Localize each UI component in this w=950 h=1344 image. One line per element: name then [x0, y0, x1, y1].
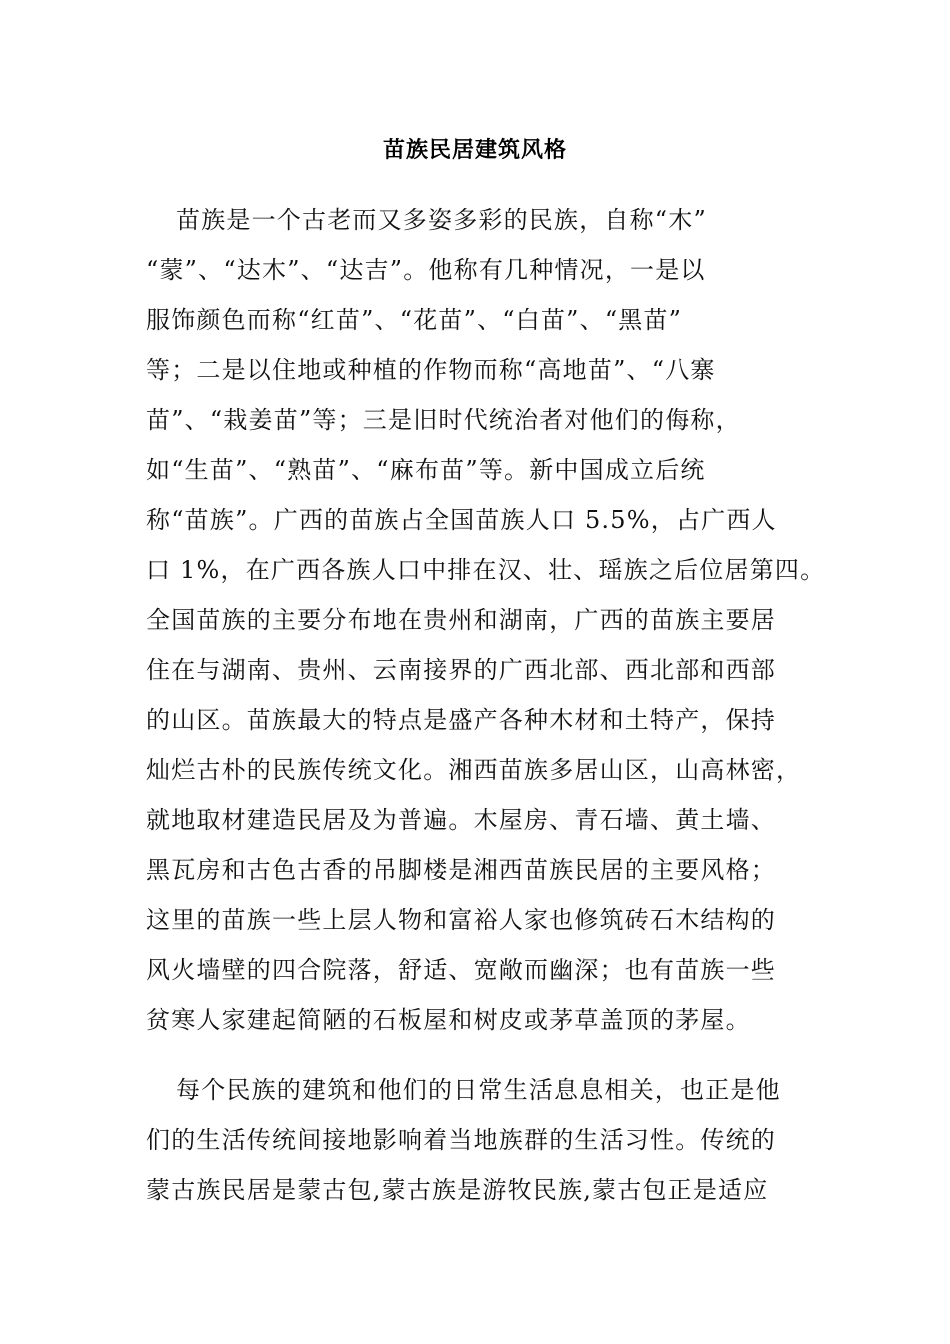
paragraph-line: 住在与湖南、贵州、云南接界的广西北部、西北部和西部 [146, 656, 776, 684]
paragraph-line: 们的生活传统间接地影响着当地族群的生活习性。传统的 [146, 1126, 776, 1154]
paragraph-line: 全国苗族的主要分布地在贵州和湖南，广西的苗族主要居 [146, 606, 776, 634]
paragraph-line: 风火墙壁的四合院落，舒适、宽敞而幽深；也有苗族一些 [146, 956, 776, 984]
paragraph-line: 每个民族的建筑和他们的日常生活息息相关，也正是他 [176, 1076, 781, 1104]
paragraph-line: “蒙”、“达木”、“达吉”。他称有几种情况，一是以 [146, 256, 706, 284]
paragraph-line: 苗族是一个古老而又多姿多彩的民族，自称“木” [176, 206, 707, 234]
paragraph-line: 灿烂古朴的民族传统文化。湘西苗族多居山区，山高林密， [146, 756, 802, 784]
paragraph-line: 服饰颜色而称“红苗”、“花苗”、“白苗”、“黑苗” [146, 306, 683, 334]
paragraph-line: 苗”、“栽姜苗”等；三是旧时代统治者对他们的侮称， [146, 406, 741, 434]
paragraph-line: 黑瓦房和古色古香的吊脚楼是湘西苗族民居的主要风格； [146, 856, 776, 884]
paragraph-line: 贫寒人家建起简陋的石板屋和树皮或茅草盖顶的茅屋。 [146, 1006, 751, 1034]
paragraph-line: 就地取材建造民居及为普遍。木屋房、青石墙、黄土墙、 [146, 806, 776, 834]
paragraph-line: 称“苗族”。广西的苗族占全国苗族人口 5.5%，占广西人 [146, 506, 777, 534]
paragraph-line: 蒙古族民居是蒙古包,蒙古族是游牧民族,蒙古包正是适应 [146, 1176, 769, 1204]
paragraph-line: 如“生苗”、“熟苗”、“麻布苗”等。新中国成立后统 [146, 456, 706, 484]
paragraph-line: 这里的苗族一些上层人物和富裕人家也修筑砖石木结构的 [146, 906, 776, 934]
paragraph-line: 口 1%，在广西各族人口中排在汉、壮、瑶族之后位居第四。 [146, 556, 826, 584]
paragraph-line: 等；二是以住地或种植的作物而称“高地苗”、“八寨 [146, 356, 716, 384]
document-title: 苗族民居建筑风格 [382, 137, 567, 163]
paragraph-line: 的山区。苗族最大的特点是盛产各种木材和土特产，保持 [146, 706, 776, 734]
